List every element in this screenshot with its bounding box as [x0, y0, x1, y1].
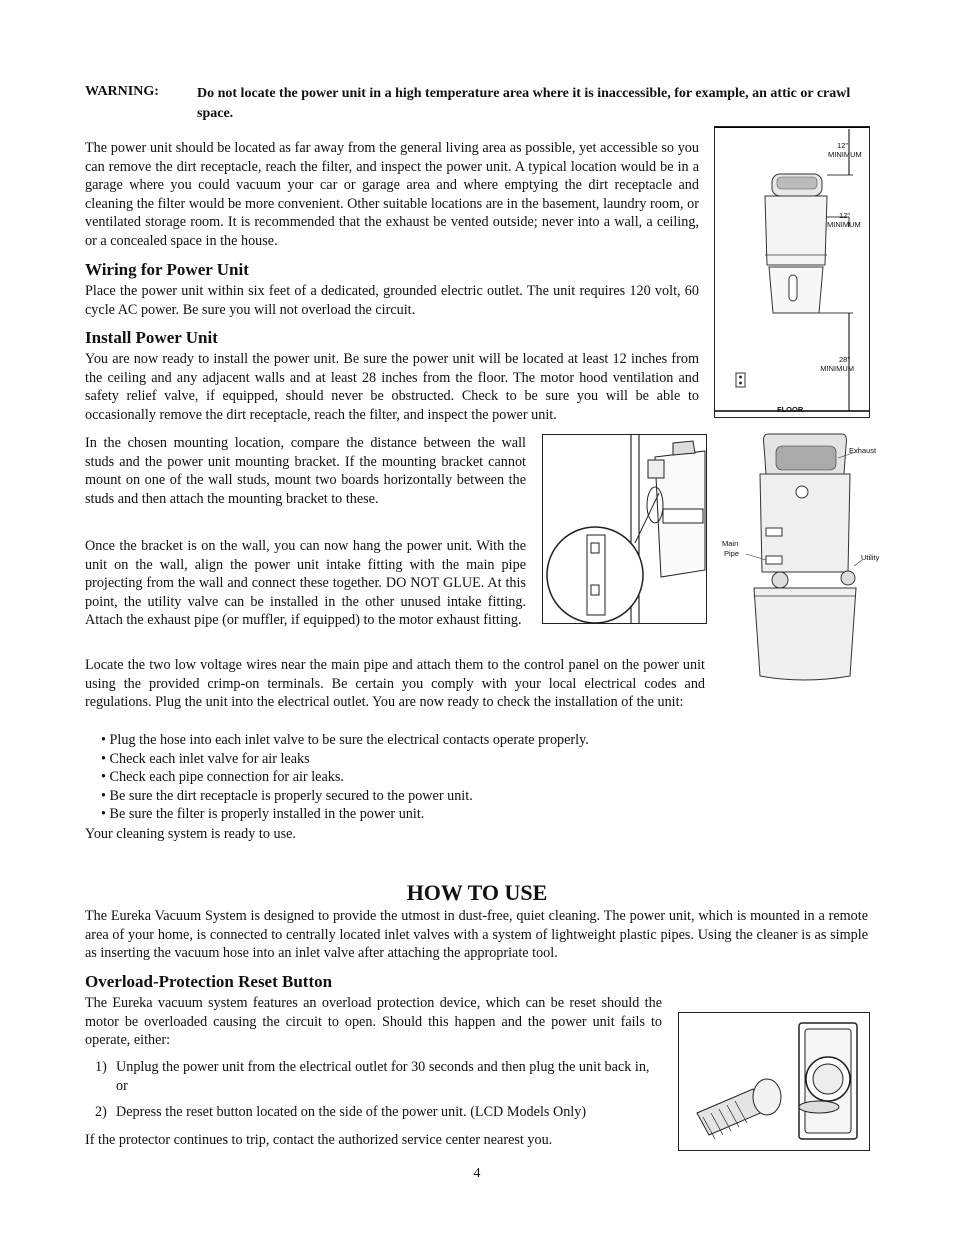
page-number: 4	[473, 1166, 481, 1181]
bracket-figure	[542, 434, 707, 624]
utility-label: Utility	[861, 553, 880, 562]
list-item: • Plug the hose into each inlet valve to be sure the electrical contacts operate properly.	[101, 731, 701, 750]
overload-closing: If the protector continues to trip, contact the authorized service center nearest you.	[85, 1132, 553, 1148]
clearance-floor-minimum: MINIMUM	[820, 364, 854, 373]
step-text: Unplug the power unit from the electrical outlet for 30 seconds and then plug the unit back in, or	[116, 1059, 650, 1094]
checklist-closing: Your cleaning system is ready to use.	[85, 826, 296, 842]
install-heading: Install Power Unit	[85, 328, 218, 347]
step-number: 2)	[95, 1104, 107, 1121]
main-pipe-label-line2: Pipe	[724, 549, 740, 558]
how-to-use-text: The Eureka Vacuum System is designed to provide the utmost in dust-free, quiet cleaning. The power unit, which is mounted in a remote area of your home, is connected to centrally located inlet valves with a system of lightweight plastic pipes. Using the cleaner is as simple as inserting the vacuum hose into an inlet valve after attaching the appropriate tool.	[85, 908, 868, 962]
checklist	[101, 731, 701, 824]
overload-text: The Eureka vacuum system features an overload protection device, which can be reset should the motor be overloaded causing the circuit to open. Should this happen and the power unit fails to operate, either:	[85, 995, 662, 1049]
overload-steps	[85, 1058, 662, 1130]
how-to-use-heading: HOW TO USE	[406, 880, 548, 905]
warning-text: Do not locate the power unit in a high temperature area where it is inaccessible, for example, an attic or crawl space.	[197, 86, 851, 121]
list-item: • Be sure the dirt receptacle is properly secured to the power unit.	[101, 787, 701, 806]
bracket-illustration	[543, 435, 706, 623]
clearance-side-minimum: MINIMUM	[827, 220, 861, 229]
step-text: Depress the reset button located on the side of the power unit. (LCD Models Only)	[116, 1104, 587, 1121]
exhaust-label: Exhaust	[849, 446, 877, 455]
warning-label: WARNING:	[85, 84, 159, 99]
overload-heading: Overload-Protection Reset Button	[85, 972, 333, 991]
clearance-side-value: 12"	[839, 211, 851, 220]
power-unit-figure	[720, 432, 884, 682]
inlet-valve-illustration	[679, 1013, 869, 1150]
list-item: • Check each pipe connection for air leaks.	[101, 768, 701, 787]
install-paragraph-hang: Once the bracket is on the wall, you can now hang the power unit. With the unit on the wall, align the power unit intake fitting with the main pipe projecting from the wall and connect these together. DO NOT GLUE. At this point, the utility valve can be installed in the other unused intake fitting. Attach the exhaust pipe (or muffler, if equipped) to the motor exhaust fitting.	[85, 538, 526, 629]
clearance-top-minimum: MINIMUM	[828, 150, 862, 159]
inlet-valve-figure	[678, 1012, 870, 1151]
wiring-text: Place the power unit within six feet of a dedicated, grounded electric outlet. The unit requires 120 volt, 60 cycle AC power. Be sure you will not overload the circuit.	[85, 283, 699, 318]
clearance-illustration	[715, 127, 869, 417]
install-text: You are now ready to install the power unit. Be sure the power unit will be located at least 12 inches from the ceiling and any adjacent walls and at least 28 inches from the floor. The motor hood ventilation and safety relief valve, if equipped, should never be obstructed. Check to be sure you will be able to occasionally remove the dirt receptacle, reach the filter, and inspect the power unit.	[85, 351, 699, 423]
install-paragraph-wires: Locate the two low voltage wires near the main pipe and attach them to the control panel on the power unit using the provided crimp-on terminals. Be certain you comply with your local electrical codes and regulations. Plug the unit into the electrical outlet. You are now ready to check the installation of the unit:	[85, 657, 705, 711]
clearance-top-value: 12"	[837, 141, 849, 150]
list-item: • Be sure the filter is properly installed in the power unit.	[101, 805, 701, 824]
list-item	[85, 1103, 662, 1122]
power-unit-illustration	[720, 432, 884, 682]
clearance-figure	[714, 126, 870, 418]
clearance-floor-value: 28"	[839, 355, 851, 364]
install-paragraph-studs: In the chosen mounting location, compare the distance between the wall studs and the power unit mounting bracket. If the mounting bracket cannot mount on one of the wall studs, mount two boards horizontally between the studs and then attach the mounting bracket to these.	[85, 435, 526, 507]
list-item: • Check each inlet valve for air leaks	[101, 750, 701, 769]
main-pipe-label: Main	[722, 539, 739, 548]
list-item	[85, 1058, 662, 1095]
wiring-heading: Wiring for Power Unit	[85, 260, 249, 279]
floor-label: FLOOR	[777, 405, 804, 414]
intro-paragraph: The power unit should be located as far away from the general living area as possible, yet accessible so you can remove the dirt receptacle, reach the filter, and inspect the power unit. A typical location would be in a garage where you could vacuum your car or garage area and where emptying the dirt receptacle and cleaning the filter would be more convenient. Other suitable locations are in the basement, laundry room, or ventilated storage room. It is recommended that the exhaust be vented outside; never into a wall, a ceiling, or a concealed space in the house.	[85, 140, 699, 249]
step-number: 1)	[95, 1059, 107, 1075]
